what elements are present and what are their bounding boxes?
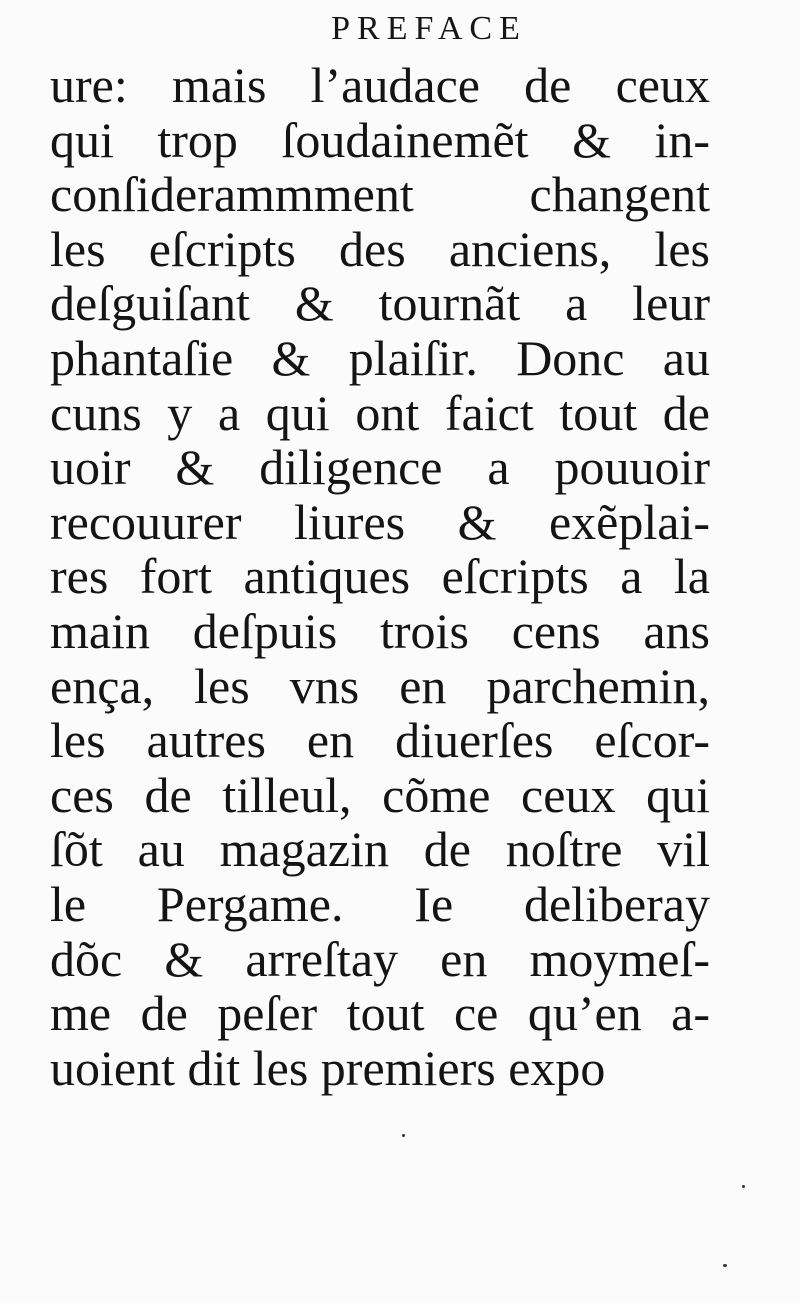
text-line: ſõt au magazin de noſtre vil <box>50 821 710 878</box>
text-line: phantaſie & plaiſir. Donc au <box>50 329 710 386</box>
text-line: res fort antiques eſcripts a la <box>50 548 710 605</box>
text-line: les eſcripts des anciens, les <box>50 220 710 277</box>
text-line: ença, les vns en parchemin, <box>50 657 710 714</box>
text-line: main deſpuis trois cens ans <box>50 602 710 659</box>
text-line: ces de tilleul, cõme ceux qui <box>50 766 710 823</box>
text-line: deſguiſant & tournãt a leur <box>50 275 710 332</box>
text-line: ure: mais l’audace de ceux <box>50 57 710 113</box>
text-line: conſiderammment changent <box>50 166 710 223</box>
ink-speck <box>723 1264 727 1267</box>
text-line: dõc & arreſtay en moymeſ- <box>50 930 710 987</box>
text-line: me de peſer tout ce qu’en a- <box>50 985 710 1042</box>
text-line: le Pergame. Ie deliberay <box>50 875 710 932</box>
text-line: qui trop ſoudainemẽt & in- <box>50 111 710 168</box>
text-line: recouurer liures & exẽplai- <box>50 493 710 550</box>
running-header: PREFACE <box>331 10 527 47</box>
text-line: uoient dit les premiers expo <box>50 1039 606 1096</box>
text-line: les autres en diuerſes eſcor- <box>50 712 710 769</box>
text-line: cuns y a qui ont faict tout de <box>50 384 710 441</box>
ink-speck <box>742 1185 745 1188</box>
body-text <box>50 58 710 1095</box>
ink-speck <box>402 1134 405 1137</box>
text-line: uoir & diligence a pouuoir <box>50 439 710 496</box>
